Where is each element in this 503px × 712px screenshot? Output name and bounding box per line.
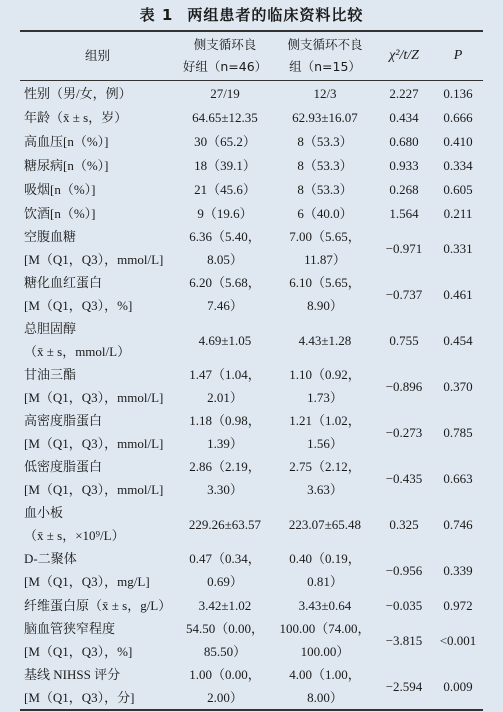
good-collateral-value: 6.36（5.40， 8.05） (189, 229, 261, 267)
table-row (20, 317, 483, 363)
clinical-data-table (20, 30, 483, 711)
poor-collateral-value: 62.93±16.07 (292, 109, 358, 125)
poor-collateral-value: 8（53.3） (297, 133, 353, 149)
header-row (20, 31, 483, 81)
row-label: 糖尿病[n（%）] (24, 157, 109, 173)
statistic-value: −3.815 (385, 632, 423, 648)
p-value: 0.785 (443, 424, 473, 440)
p-value: 0.331 (443, 240, 473, 256)
row-label: 糖化血红蛋白 [M（Q1，Q3），%] (24, 275, 133, 313)
row-label: 吸烟[n（%）] (24, 181, 96, 197)
header-p-value: P (433, 31, 483, 81)
table-row (20, 153, 483, 177)
p-value: 0.663 (443, 470, 473, 486)
table-row (20, 501, 483, 547)
table-row (20, 225, 483, 271)
header-good-collateral: 侧支循环良 好组（n=46） (175, 31, 275, 81)
poor-collateral-value: 100.00（74.00， 100.00） (279, 621, 371, 659)
p-value: 0.410 (443, 133, 473, 149)
row-label: 饮酒[n（%）] (24, 205, 96, 221)
good-collateral-value: 18（39.1） (194, 157, 256, 173)
table-title: 两组患者的临床资料比较 (187, 6, 364, 24)
table-row (20, 363, 483, 409)
row-label: 空腹血糖 [M（Q1，Q3），mmol/L] (24, 229, 164, 267)
good-collateral-value: 54.50（0.00， 85.50） (185, 621, 264, 659)
statistic-value: −0.435 (385, 470, 423, 486)
statistic-value: 0.268 (389, 181, 419, 197)
p-value: 0.009 (433, 663, 483, 710)
p-value: 0.972 (443, 597, 473, 613)
table-caption (0, 0, 503, 30)
table-number: 表 1 (139, 6, 174, 24)
statistic-value: −0.971 (385, 240, 423, 256)
row-label: 总胆固醇 （x̄ ± s，mmol/L） (24, 321, 131, 359)
statistic-value: 0.933 (389, 157, 419, 173)
good-collateral-value: 2.86（2.19， 3.30） (189, 459, 261, 497)
statistic-value: −2.594 (375, 663, 433, 710)
header-group: 组别 (20, 31, 175, 81)
poor-collateral-value: 7.00（5.65， 11.87） (289, 229, 361, 267)
statistic-value: −0.896 (385, 378, 423, 394)
poor-collateral-value: 3.43±0.64 (298, 597, 352, 613)
good-collateral-value: 21（45.6） (194, 181, 256, 197)
table-header (20, 31, 483, 81)
p-value: 0.666 (443, 109, 473, 125)
good-collateral-value: 9（19.6） (197, 205, 253, 221)
poor-collateral-value: 12/3 (313, 85, 337, 101)
poor-collateral-value: 223.07±65.48 (288, 516, 362, 532)
good-collateral-value: 3.42±1.02 (198, 597, 252, 613)
p-value: 0.339 (443, 562, 473, 578)
statistic-value: −0.035 (385, 597, 423, 613)
table-row (20, 81, 483, 106)
header-statistic: χ²/t/Z (375, 31, 433, 81)
statistic-value: 0.755 (389, 332, 419, 348)
good-collateral-value: 6.20（5.68， 7.46） (189, 275, 261, 313)
row-label: 高密度脂蛋白 [M（Q1，Q3），mmol/L] (24, 413, 164, 451)
table-row (20, 201, 483, 225)
row-label: 甘油三酯 [M（Q1，Q3），mmol/L] (24, 367, 164, 405)
table-row (20, 593, 483, 617)
table-row (20, 547, 483, 593)
table-row (20, 617, 483, 663)
p-value: 0.454 (443, 332, 473, 348)
good-collateral-value: 27/19 (210, 85, 240, 101)
p-value: 0.211 (443, 205, 473, 221)
row-label: 性别（男/女，例） (24, 85, 132, 101)
p-value: 0.334 (443, 157, 473, 173)
statistic-value: −0.273 (385, 424, 423, 440)
header-poor-collateral: 侧支循环不良 组（n=15） (275, 31, 375, 81)
poor-collateral-value: 8（53.3） (297, 157, 353, 173)
row-label: 低密度脂蛋白 [M（Q1，Q3），mmol/L] (24, 459, 164, 497)
table-row (20, 663, 483, 710)
statistic-value: −0.737 (385, 286, 423, 302)
good-collateral-value: 0.47（0.34， 0.69） (189, 551, 261, 589)
p-value: 0.746 (443, 516, 473, 532)
statistic-value: 0.680 (389, 133, 419, 149)
row-label: 高血压[n（%）] (24, 133, 109, 149)
good-collateral-value: 30（65.2） (194, 133, 256, 149)
poor-collateral-value: 4.43±1.28 (298, 332, 352, 348)
poor-collateral-value: 6.10（5.65， 8.90） (289, 275, 361, 313)
poor-collateral-value: 2.75（2.12， 3.63） (289, 459, 361, 497)
good-collateral-value: 1.47（1.04， 2.01） (189, 367, 261, 405)
table-row (20, 177, 483, 201)
statistic-value: 0.434 (389, 109, 419, 125)
row-label: 血小板 （x̄ ± s，×10⁹/L） (24, 505, 125, 543)
p-value: 0.370 (443, 378, 473, 394)
table-row (20, 455, 483, 501)
table-row (20, 105, 483, 129)
poor-collateral-value: 6（40.0） (297, 205, 353, 221)
row-label: 纤维蛋白原（x̄ ± s，g/L） (24, 597, 172, 613)
poor-collateral-value: 1.21（1.02， 1.56） (289, 413, 361, 451)
poor-collateral-value: 4.00（1.00， 8.00） (275, 663, 375, 710)
table-row (20, 271, 483, 317)
good-collateral-value: 229.26±63.57 (188, 516, 262, 532)
row-label: 年龄（x̄ ± s，岁） (24, 109, 128, 125)
p-value: 0.605 (443, 181, 473, 197)
table-body (20, 81, 483, 711)
row-label: 脑血管狭窄程度 [M（Q1，Q3），%] (24, 621, 133, 659)
table-row (20, 129, 483, 153)
good-collateral-value: 64.65±12.35 (192, 109, 258, 125)
poor-collateral-value: 8（53.3） (297, 181, 353, 197)
p-value: 0.136 (443, 85, 473, 101)
p-value: 0.461 (443, 286, 473, 302)
statistic-value: −0.956 (385, 562, 423, 578)
statistic-value: 2.227 (389, 85, 419, 101)
row-label: D-二聚体 [M（Q1，Q3），mg/L] (24, 551, 150, 589)
poor-collateral-value: 1.10（0.92， 1.73） (289, 367, 361, 405)
good-collateral-value: 1.00（0.00， 2.00） (175, 663, 275, 710)
good-collateral-value: 1.18（0.98， 1.39） (189, 413, 261, 451)
good-collateral-value: 4.69±1.05 (198, 332, 252, 348)
row-label: 基线 NIHSS 评分 [M（Q1，Q3），分] (20, 663, 175, 710)
poor-collateral-value: 0.40（0.19， 0.81） (289, 551, 361, 589)
p-value: <0.001 (439, 632, 477, 648)
table-row (20, 409, 483, 455)
statistic-value: 1.564 (389, 205, 419, 221)
statistic-value: 0.325 (389, 516, 419, 532)
